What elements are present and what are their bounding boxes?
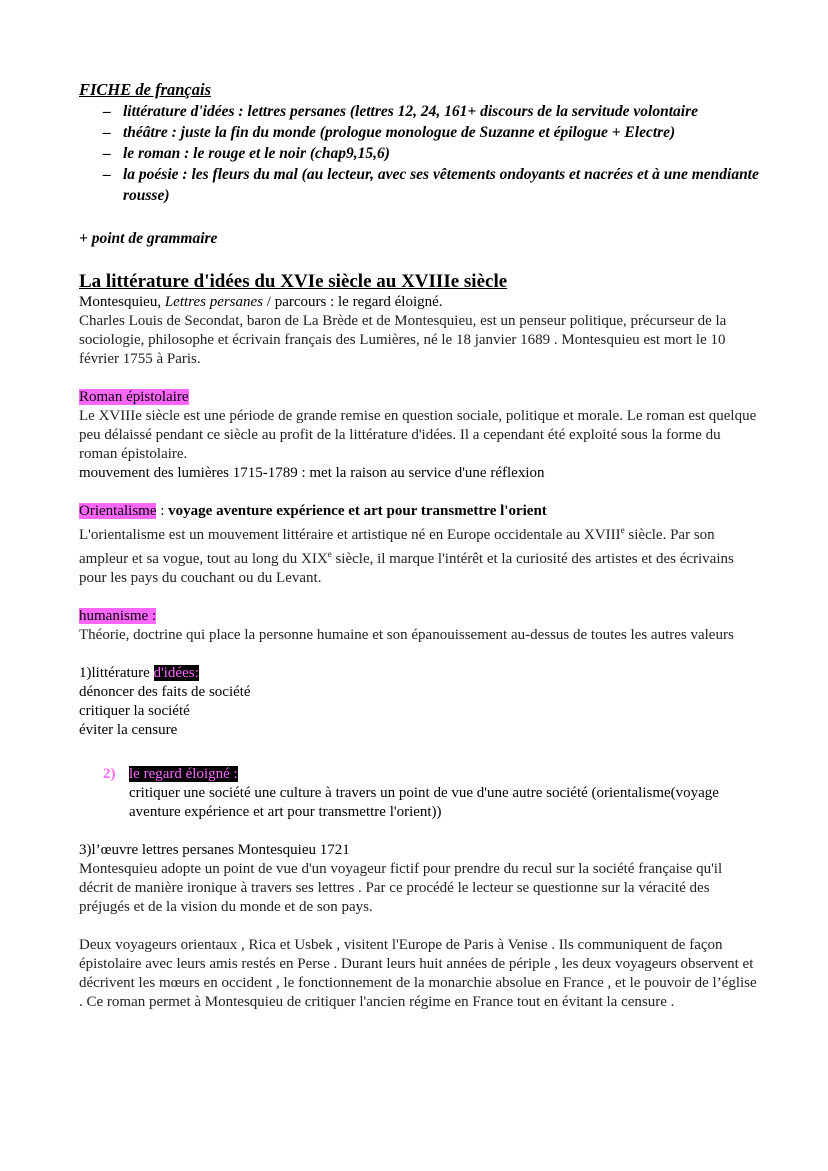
part1-highlight: d'idées:	[153, 665, 199, 681]
part1-title: 1)littérature d'idées:	[79, 665, 199, 681]
orientalisme-subtitle: voyage aventure expérience et art pour transmettre l'orient	[168, 503, 547, 519]
orientalisme-text: L'orientalisme est un mouvement littéraire et artistique né en Europe occidentale au XVIIIe siècle. Par son ampleur et sa vogue, tout au long du XIXe siècle, il marque l'intérêt et la curiosité des artistes et des écrivains pour les pays du couchant ou du Levant.	[79, 525, 734, 586]
grammar-note: + point de grammaire	[79, 230, 218, 247]
part2-highlight: le regard éloigné :	[129, 766, 238, 782]
orientalisme-header: Orientalisme : voyage aventure expérience et art pour transmettre l'orient	[79, 503, 547, 519]
topic-item: – littérature d'idées : lettres persanes (lettres 12, 24, 161+ discours de la servitude volontaire	[103, 103, 698, 120]
section-title: La littérature d'idées du XVIe siècle au XVIIIe siècle	[79, 271, 508, 292]
humanisme-heading: humanisme :	[79, 608, 157, 624]
topic-item: – théâtre : juste la fin du monde (prologue monologue de Suzanne et épilogue + Electre)	[103, 124, 676, 141]
closing-paragraph: Deux voyageurs orientaux , Rica et Usbek , visitent l'Europe de Paris à Venise . Ils communiquent de façon épistolaire avec leurs amis restés en Perse . Durant leurs huit années de périple , les deux voyageurs observent et décrivent les mœurs en occident , le fonctionnement de la monarchie absolue en France , et le pouvoir de l’église . Ce roman permet à Montesquieu de critiquer l'ancien régime en France tout en évitant la censure .	[79, 937, 757, 1010]
topic-item: – le roman : le rouge et le noir (chap9,15,6)	[103, 145, 390, 162]
intro-line: Montesquieu, Lettres persanes / parcours : le regard éloigné.	[79, 294, 443, 310]
part2-text: critiquer une société une culture à travers un point de vue d'une autre société (orientalisme(voyage aventure expérience et art pour transmettre l'orient))	[129, 785, 719, 820]
bio-paragraph: Charles Louis de Secondat, baron de La Brède et de Montesquieu, est un penseur politique, précurseur de la sociologie, philosophe et écrivain français des Lumières, né le 18 janvier 1689 . Montesquieu est mort le 10 février 1755 à Paris.	[79, 313, 727, 367]
topics-list	[79, 101, 759, 206]
part1-item: éviter la censure	[79, 722, 178, 738]
topic-item: – la poésie : les fleurs du mal (au lecteur, avec ses vêtements ondoyants et nacrées et à une mendiante rousse)	[103, 166, 759, 204]
part3-title: 3)l’œuvre lettres persanes Montesquieu 1721	[79, 842, 350, 858]
roman-epistolaire-text: Le XVIIIe siècle est une période de grande remise en question sociale, politique et morale. Le roman est quelque peu délaissé pendant ce siècle au profit de la littérature d'idées. Il a cependant été exploité sous la forme du roman épistolaire.	[79, 408, 757, 462]
part2-title: 2) le regard éloigné :	[103, 766, 238, 782]
lumieres-line: mouvement des lumières 1715-1789 : met la raison au service d'une réflexion	[79, 465, 545, 481]
part1-item: dénoncer des faits de société	[79, 684, 251, 700]
roman-epistolaire-heading: Roman épistolaire	[79, 389, 189, 405]
orientalisme-heading: Orientalisme	[79, 503, 157, 519]
fiche-title: FICHE de français	[79, 80, 212, 99]
humanisme-text: Théorie, doctrine qui place la personne humaine et son épanouissement au-dessus de toutes les autres valeurs	[79, 627, 734, 643]
part3-text: Montesquieu adopte un point de vue d'un voyageur fictif pour prendre du recul sur la société française qu'il décrit de manière ironique à travers ses lettres . Par ce procédé le lecteur se questionne sur la véracité des préjugés et de la vision du monde et de son pays.	[79, 861, 723, 915]
document-page	[79, 80, 759, 1012]
part1-item: critiquer la société	[79, 703, 190, 719]
